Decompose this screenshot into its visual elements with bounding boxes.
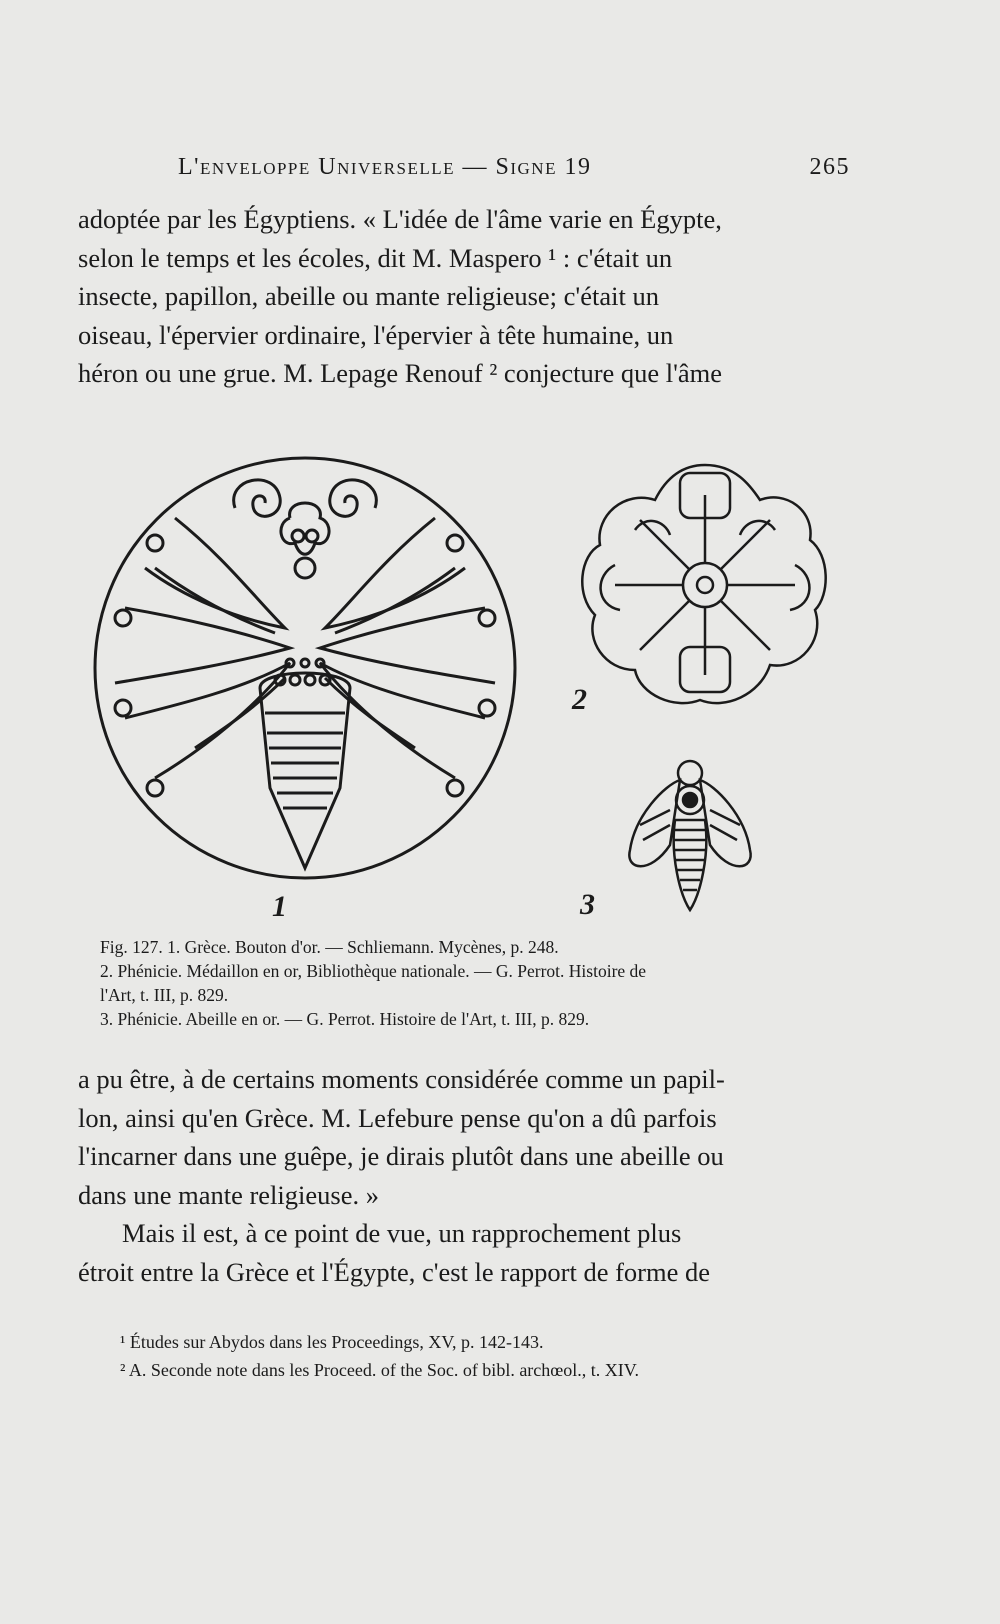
text-line: l'incarner dans une guêpe, je dirais plutôt dans une abeille ou xyxy=(78,1141,724,1172)
figure-label-2: 2 xyxy=(572,683,587,716)
figure-caption xyxy=(100,935,850,1031)
text-line: selon le temps et les écoles, dit M. Maspero ¹ : c'était un xyxy=(78,242,673,273)
caption-line: 3. Phénicie. Abeille en or. — G. Perrot. Histoire de l'Art, t. III, p. 829. xyxy=(100,1009,590,1029)
caption-line: l'Art, t. III, p. 829. xyxy=(100,985,229,1005)
figure-1-butterfly-button xyxy=(85,448,525,888)
text-line: a pu être, à de certains moments considérée comme un papil- xyxy=(78,1064,725,1094)
figure-2-medallion xyxy=(575,455,835,715)
figure-label-1: 1 xyxy=(272,890,287,923)
running-title: L'enveloppe Universelle — Signe 19 xyxy=(178,154,592,180)
text-line: dans une mante religieuse. » xyxy=(78,1179,379,1210)
figure-3-bee xyxy=(625,755,755,915)
footnote-1: ¹ Études sur Abydos dans les Proceedings, XV, p. 142-143. xyxy=(120,1332,544,1352)
figure-label-3: 3 xyxy=(580,888,595,921)
running-header xyxy=(170,150,850,190)
text-line: étroit entre la Grèce et l'Égypte, c'est le rapport de forme de xyxy=(78,1256,711,1287)
text-line: oiseau, l'épervier ordinaire, l'épervier à tête humaine, un xyxy=(78,319,674,350)
text-line: insecte, papillon, abeille ou mante religieuse; c'était un xyxy=(78,281,659,312)
text-line: héron ou une grue. M. Lepage Renouf ² conjecture que l'âme xyxy=(78,358,723,389)
page-number: 265 xyxy=(809,154,850,180)
text-line: adoptée par les Égyptiens. « L'idée de l'âme varie en Égypte, xyxy=(78,204,722,234)
caption-line: Fig. 127. 1. Grèce. Bouton d'or. — Schliemann. Mycènes, p. 248. xyxy=(100,937,559,957)
text-line: lon, ainsi qu'en Grèce. M. Lefebure pense qu'on a dû parfois xyxy=(78,1102,717,1133)
text-line: Mais il est, à ce point de vue, un rapprochement plus xyxy=(122,1218,682,1249)
paragraph-bottom xyxy=(78,1060,848,1292)
footnote-2: ² A. Seconde note dans les Proceed. of the Soc. of bibl. archœol., t. XIV. xyxy=(120,1360,639,1380)
footnotes xyxy=(120,1328,840,1384)
caption-line: 2. Phénicie. Médaillon en or, Bibliothèque nationale. — G. Perrot. Histoire de xyxy=(100,961,647,981)
paragraph-top xyxy=(78,200,848,393)
